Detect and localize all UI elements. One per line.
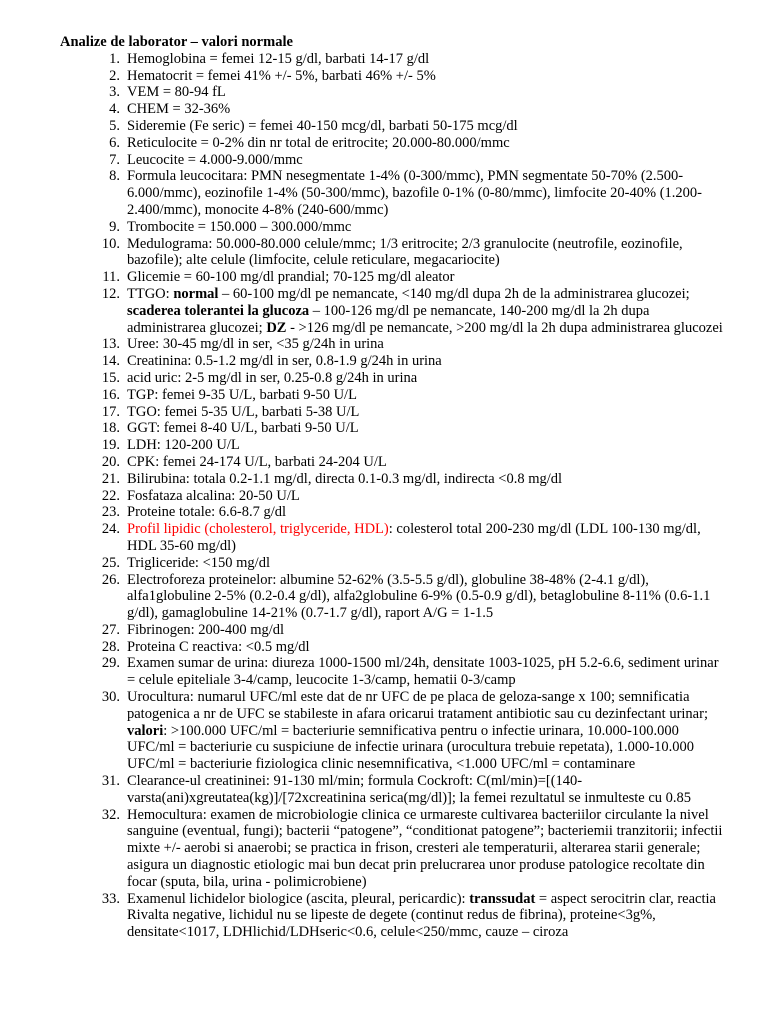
list-item-number: 3.: [109, 84, 120, 101]
list-item-number: 14.: [101, 353, 120, 370]
list-item-number: 8.: [109, 168, 120, 185]
list-item-text: Glicemie = 60-100 mg/dl prandial; 70-125 mg/dl aleator: [127, 269, 455, 286]
list-item: [60, 504, 728, 521]
list-item-text: TGO: femei 5-35 U/L, barbati 5-38 U/L: [127, 403, 360, 420]
list-item-text: CHEM = 32-36%: [127, 101, 231, 118]
list-item-text: : colesterol total 200-230 mg/dl (LDL 100-130 mg/dl, HDL 35-60 mg/dl): [127, 521, 701, 554]
bold-text: transsudat: [469, 890, 536, 907]
list-item: [60, 168, 728, 218]
list-item-text: Hematocrit = femei 41% +/- 5%, barbati 46% +/- 5%: [127, 67, 436, 84]
list-item-text: Reticulocite = 0-2% din nr total de eritrocite; 20.000-80.000/mmc: [127, 134, 510, 151]
list-item: [60, 236, 728, 270]
bold-text: valori: [127, 722, 164, 739]
list-item-number: 28.: [101, 638, 120, 655]
list-item-text: Creatinina: 0.5-1.2 mg/dl in ser, 0.8-1.9 g/24h in urina: [127, 353, 442, 370]
list-item-number: 12.: [101, 285, 120, 302]
list-item-text: GGT: femei 8-40 U/L, barbati 9-50 U/L: [127, 420, 359, 437]
list-item: [60, 68, 728, 85]
list-item-number: 26.: [101, 571, 120, 588]
list-item-text: Fosfataza alcalina: 20-50 U/L: [127, 487, 300, 504]
list-item-text: Leucocite = 4.000-9.000/mmc: [127, 151, 303, 168]
list-item-number: 30.: [101, 689, 120, 706]
list-item-number: 13.: [101, 336, 120, 353]
list-item: [60, 84, 728, 101]
list-item-text: acid uric: 2-5 mg/dl in ser, 0.25-0.8 g/24h in urina: [127, 369, 418, 386]
list-item-text: Trigliceride: <150 mg/dl: [127, 554, 270, 571]
list-item-number: 10.: [101, 235, 120, 252]
list-item-number: 11.: [102, 269, 120, 286]
list-item-text: Medulograma: 50.000-80.000 celule/mmc; 1/3 eritrocite; 2/3 granulocite (neutrofile, eozinofile, bazofile); alte celule (limfocite, celule reticulare, megacariocite): [127, 235, 683, 269]
list-item-number: 6.: [109, 134, 120, 151]
list-item-number: 15.: [101, 369, 120, 386]
list-item-text: Examen sumar de urina: diureza 1000-1500 ml/24h, densitate 1003-1025, pH 5.2-6.6, sediment urinar = celule epiteliale 3-4/camp, leucocite 1-3/camp, hematii 0-3/camp: [127, 655, 719, 689]
bold-text: DZ: [266, 319, 287, 336]
list-item: [60, 387, 728, 404]
list-item-text: Electroforeza proteinelor: albumine 52-62% (3.5-5.5 g/dl), globuline 38-48% (2-4.1 g/dl), alfa1globuline 2-5% (0.2-0.4 g/dl), alfa2globuline 6-9% (0.5-0.9 g/dl), betaglobuline 8-11% (0.6-1.1 g/dl), gamaglobuline 14-21% (0.7-1.7 g/dl), raport A/G = 1-1.5: [127, 571, 711, 622]
list-item-text: - >126 mg/dl pe nemancate, >200 mg/dl la 2h dupa administrarea glucozei: [286, 319, 723, 336]
list-item-text: – 100-126 mg/dl pe nemancate, 140-200 mg/dl la 2h dupa administrarea glucozei;: [127, 302, 650, 336]
list-item-number: 1.: [109, 50, 120, 67]
document-title: Analize de laborator – valori normale: [60, 34, 293, 50]
list-item-text: Proteina C reactiva: <0.5 mg/dl: [127, 638, 310, 655]
list-item-number: 18.: [101, 420, 120, 437]
list-item: [60, 689, 728, 773]
list-item-text: LDH: 120-200 U/L: [127, 437, 240, 454]
list-item-number: 5.: [109, 117, 120, 134]
list-item-text: TGP: femei 9-35 U/L, barbati 9-50 U/L: [127, 386, 357, 403]
list-item-text: Hemocultura: examen de microbiologie clinica ce urmareste cultivarea bacteriilor circulante la nivel sanguine (eventual, fungi); bacterii “patogene”, “conditionat patogene”; bacteriemii tranzitorii; infectii mixte +/- aerobi si anaerobi; se practica in frison, cresteri ale temperaturii, alterarea starii generale; asigura un diagnostic etiologic mai bun decat prin prelucrarea unor produse patologice recoltate din focar (sputa, bila, urina - polimicrobiene): [127, 806, 723, 890]
list-item-number: 24.: [101, 521, 120, 538]
list-item: [60, 286, 728, 336]
list-item: [60, 521, 728, 555]
list-item-number: 9.: [109, 218, 120, 235]
list-item: [60, 101, 728, 118]
list-item-text: Formula leucocitara: PMN nesegmentate 1-4% (0-300/mmc), PMN segmentate 50-70% (2.500-6.000/mmc), eozinofile 1-4% (50-300/mmc), bazofile 0-1% (0-80/mmc), limfocite 20-40% (1.200-2.400/mmc), monocite 4-8% (240-600/mmc): [127, 168, 703, 218]
list-item: [60, 404, 728, 421]
list-item: [60, 488, 728, 505]
list-item-text: Urocultura: numarul UFC/ml este dat de nr UFC de pe placa de geloza-sange x 100; semnificatia patogenica a nr de UFC se stabileste in afara oricarui tratament antibiotic sau cu dezinfectant urinar;: [127, 689, 708, 722]
list-item-text: Clearance-ul creatininei: 91-130 ml/min; formula Cockroft: C(ml/min)=[(140-varsta(ani)xgreutatea(kg)]/[72xcreatinina serica(mg/dl)]; la femei rezultatul se inmulteste cu 0.85: [127, 773, 692, 806]
list-item-text: TTGO:: [127, 285, 174, 302]
bold-text: scaderea tolerantei la glucoza: [127, 302, 310, 319]
list-item: [60, 269, 728, 286]
list-item: [60, 454, 728, 471]
list-item-text: – 60-100 mg/dl pe nemancate, <140 mg/dl dupa 2h de la administrarea glucozei;: [218, 285, 690, 302]
bold-text: normal: [173, 285, 219, 302]
list-item-text: VEM = 80-94 fL: [127, 84, 226, 101]
list-item: [60, 622, 728, 639]
list-item-text: = aspect serocitrin clar, reactia Rivalta negative, lichidul nu se lipeste de degete (continut redus de fibrina), proteine<3g%, densitate<1017, LDHlichid/LDHseric<0.6, celule<250/mmc, cauze – ciroza: [127, 890, 716, 941]
list-item: [60, 336, 728, 353]
list-item-text: Uree: 30-45 mg/dl in ser, <35 g/24h in urina: [127, 336, 384, 353]
list-item: [60, 572, 728, 622]
list-item: [60, 555, 728, 572]
list-item: [60, 891, 728, 941]
list-item: [60, 420, 728, 437]
list-item: [60, 370, 728, 387]
list-item-number: 23.: [101, 504, 120, 521]
highlighted-text: Profil lipidic (cholesterol, triglyceride, HDL): [127, 521, 389, 538]
list-item-number: 16.: [101, 386, 120, 403]
list-item-text: Proteine totale: 6.6-8.7 g/dl: [127, 504, 287, 521]
list-item-number: 20.: [101, 453, 120, 470]
list-item-number: 29.: [101, 655, 120, 672]
list-item-number: 2.: [109, 67, 120, 84]
list-item-text: Trombocite = 150.000 – 300.000/mmc: [127, 218, 352, 235]
list-item-number: 17.: [101, 403, 120, 420]
list-item: [60, 118, 728, 135]
list-item-number: 32.: [101, 806, 120, 823]
list-item: [60, 655, 728, 689]
list-item-number: 4.: [109, 101, 120, 118]
list-item: [60, 353, 728, 370]
list-item-number: 27.: [101, 621, 120, 638]
list-item-text: Hemoglobina = femei 12-15 g/dl, barbati 14-17 g/dl: [127, 50, 430, 67]
list-item-number: 21.: [101, 470, 120, 487]
list-item-text: Fibrinogen: 200-400 mg/dl: [127, 621, 285, 638]
list-item: [60, 773, 728, 807]
list-item-number: 33.: [101, 890, 120, 907]
list-item: [60, 219, 728, 236]
list-item-text: Bilirubina: totala 0.2-1.1 mg/dl, directa 0.1-0.3 mg/dl, indirecta <0.8 mg/dl: [127, 470, 563, 487]
list-item-text: : >100.000 UFC/ml = bacteriurie semnificativa pentru o infectie urinara, 10.000-100.000 UFC/ml = bacteriurie cu suspiciune de infectie urinara (urocultura trebuie repetata), 1.000-10.000 UFC/ml = bacteriurie fiziologica clinic nesemnificativa, <1.000 UFC/ml = contaminare: [127, 722, 695, 773]
list-item: [60, 471, 728, 488]
list-item-number: 19.: [101, 437, 120, 454]
list-item-text: Sideremie (Fe seric) = femei 40-150 mcg/dl, barbati 50-175 mcg/dl: [127, 117, 518, 134]
list-item-number: 25.: [101, 554, 120, 571]
list-item-text: CPK: femei 24-174 U/L, barbati 24-204 U/L: [127, 453, 387, 470]
list-item: [60, 639, 728, 656]
list-item-text: Examenul lichidelor biologice (ascita, pleural, pericardic):: [127, 890, 470, 907]
list-item-number: 31.: [101, 773, 120, 790]
list-item-number: 22.: [101, 487, 120, 504]
values-list: [60, 51, 728, 941]
list-item: [60, 437, 728, 454]
list-item-number: 7.: [109, 151, 120, 168]
list-item: [60, 51, 728, 68]
list-item: [60, 152, 728, 169]
list-item: [60, 135, 728, 152]
list-item: [60, 807, 728, 891]
